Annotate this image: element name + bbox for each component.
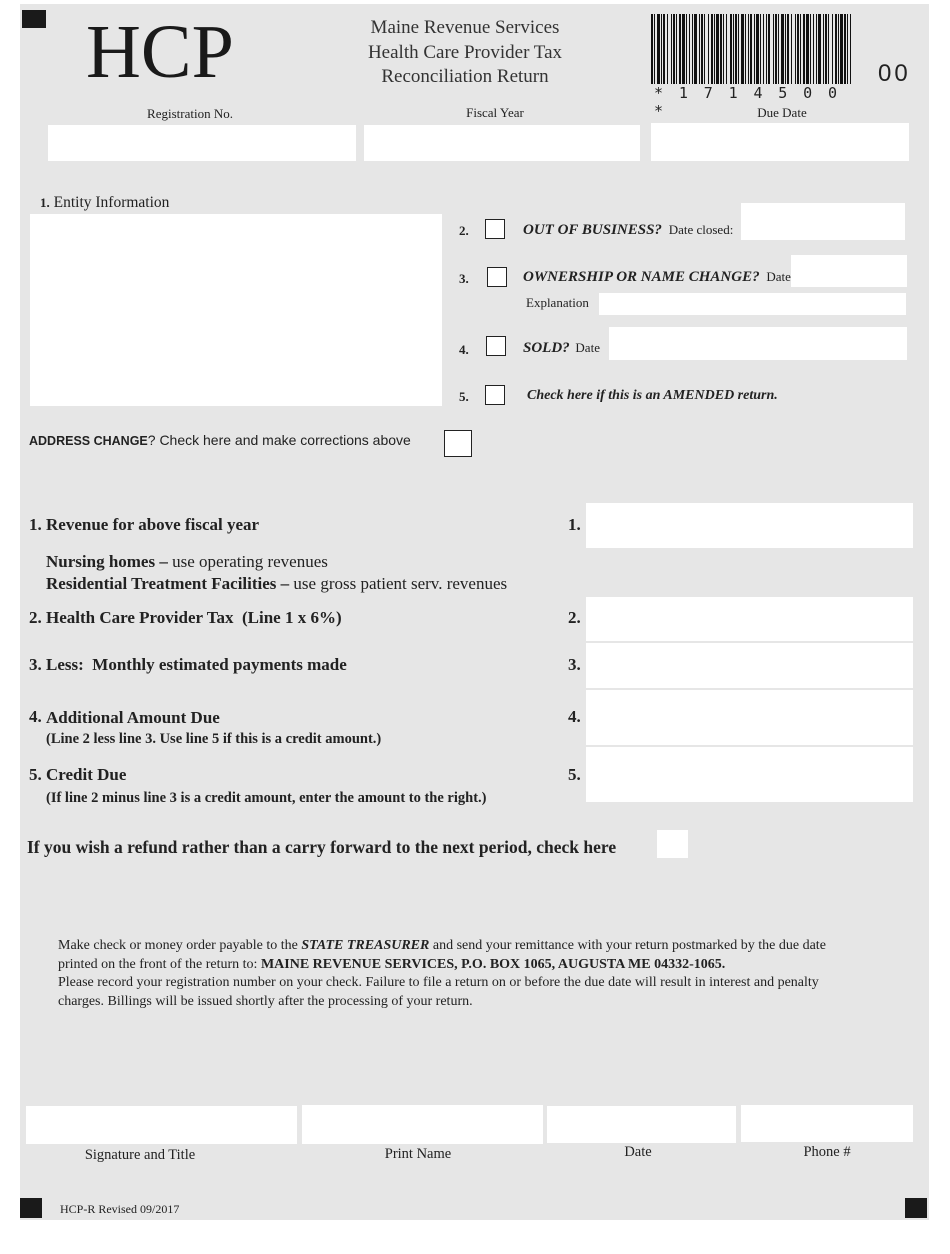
corner-mark-top-left [22,10,46,28]
barcode-bar [661,14,662,84]
barcode-bar [832,14,833,84]
due-date-label: Due Date [757,105,807,120]
barcode-bar [735,14,737,84]
barcode-bar [756,14,759,84]
sold-date-label: Date [575,340,600,355]
barcode-bar [816,14,817,84]
line4-subtitle: (Line 2 less line 3. Use line 5 if this is a credit amount.) [46,731,382,747]
sold-label: SOLD? [523,340,570,356]
date-closed-field[interactable] [741,203,905,240]
refund-checkbox[interactable] [657,830,688,858]
date-closed-label: Date closed: [668,222,734,237]
form-page [20,4,929,1220]
date-label: Date [624,1144,652,1160]
barcode-text: * 1 7 1 4 5 0 0 * [654,84,841,120]
barcode-bar [676,14,677,84]
state-treasurer: STATE TREASURER [301,938,430,953]
line2-tax-field[interactable] [586,597,913,641]
instructions-p1d: printed on the front of the return to: [58,956,261,972]
phone-label: Phone # [803,1144,851,1160]
barcode-bar [701,14,703,84]
mailing-address: MAINE REVENUE SERVICES, P.O. BOX 1065, AUGUSTA ME 04332-1065. [260,956,726,972]
registration-number-field[interactable] [48,125,356,161]
barcode-bar [766,14,767,84]
barcode-bar [689,14,690,84]
barcode-bar [716,14,719,84]
barcode-bar [730,14,732,84]
remittance-instructions [58,937,908,1011]
barcode-bar [773,14,774,84]
ownership-change-label: OWNERSHIP OR NAME CHANGE? [523,269,760,285]
form-title-line1: Health Care Provider Tax [367,41,563,63]
instructions-line3: Please record your registration number on your check. Failure to file a return on or before the due date will result in interest and penalty [58,975,819,990]
line5-credit-field[interactable] [586,747,913,802]
line4-ref: 4. [568,707,581,726]
barcode-bar [738,14,739,84]
barcode-bar [791,14,792,84]
form-code: HCP [86,10,234,94]
line5-title: Credit Due [46,765,127,784]
address-change-checkbox[interactable] [444,430,472,457]
barcode-bar [803,14,805,84]
line5-subtitle: (If line 2 minus line 3 is a credit amount, enter the amount to the right.) [46,790,487,806]
barcode-bar [699,14,700,84]
corner-mark-bottom-right [905,1198,927,1218]
due-date-field[interactable] [651,123,909,161]
print-name-field[interactable] [302,1105,543,1144]
ownership-change-number: 3. [459,271,469,286]
line1-ref: 1. [568,515,581,534]
line4-number: 4. [29,707,42,726]
barcode-bar [654,14,655,84]
registration-label: Registration No. [147,106,233,121]
out-of-business-label: OUT OF BUSINESS? [523,222,662,238]
barcode-bar [781,14,784,84]
line5-number: 5. [29,765,42,784]
entity-info-field[interactable] [30,214,442,406]
ownership-change-checkbox[interactable] [487,267,507,287]
instructions-p1c: and send your remittance with your return postmarked by the due date [429,938,826,953]
line1-number: 1. [29,515,42,534]
barcode-bar [748,14,749,84]
line3-ref: 3. [568,655,581,674]
barcode-bar [787,14,789,84]
amended-checkbox[interactable] [485,385,505,405]
barcode-bar [847,14,848,84]
print-name-label: Print Name [384,1146,452,1162]
line2-number: 2. [29,608,42,627]
entity-info-number: 1. [40,195,50,210]
signature-label: Signature and Title [84,1147,196,1163]
fiscal-year-label: Fiscal Year [466,105,524,120]
line1-revenue-field[interactable] [586,503,913,548]
amended-number: 5. [459,389,469,404]
explanation-field[interactable] [599,293,906,315]
barcode-bar [844,14,846,84]
barcode-bar [806,14,809,84]
line4-title: Additional Amount Due [46,708,220,727]
barcode-bar [708,14,709,84]
barcode-bar [800,14,801,84]
ownership-date-label: Date [766,269,791,284]
barcode-bar [679,14,681,84]
line3-number: 3. [29,655,42,674]
nursing-homes-rest: use operating revenues [167,552,328,571]
out-of-business-checkbox[interactable] [485,219,505,239]
rtf-note [46,573,507,595]
nursing-homes-note [46,551,507,573]
rtf-rest: use gross patient serv. revenues [289,574,508,593]
agency-name: Maine Revenue Services [370,17,560,38]
sold-date-field[interactable] [609,327,907,360]
barcode-bar [828,14,829,84]
barcode-bar [692,14,693,84]
barcode-bar [760,14,761,84]
entity-info-heading [40,194,169,212]
barcode-bar [823,14,824,84]
barcode-bar [723,14,724,84]
amended-label: Check here if this is an AMENDED return. [527,388,778,403]
barcode-bar [663,14,665,84]
barcode-bar [750,14,752,84]
barcode-bar [813,14,814,84]
address-change-rest: ? Check here and make corrections above [147,432,411,448]
barcode-bar [754,14,755,84]
refund-label: If you wish a refund rather than a carry forward to the next period, check here [27,837,617,857]
barcode-bar [694,14,697,84]
barcode-bar [825,14,827,84]
ownership-date-field[interactable] [791,255,907,287]
barcode-bar [733,14,734,84]
instructions-line2 [58,956,908,975]
date-field[interactable] [547,1106,736,1143]
barcode-bar [704,14,705,84]
barcode-bar [795,14,796,84]
page-code: 00 [878,60,911,87]
instructions-line4: charges. Billings will be issued shortly after the processing of your return. [58,993,473,1009]
barcode-bar [657,14,660,84]
barcode-bar [840,14,843,84]
form-title-line2: Reconciliation Return [381,66,549,87]
header-title [340,16,590,90]
barcode-bar [726,14,727,84]
barcode-bar [785,14,786,84]
explanation-label: Explanation [526,295,589,310]
corner-mark-bottom-left [20,1198,42,1218]
address-change-text [29,432,411,448]
line2-title: Health Care Provider Tax (Line 1 x 6%) [46,608,342,627]
instructions-p1a: Make check or money order payable to the [58,938,302,953]
barcode-bar [850,14,851,84]
barcode-bar [838,14,839,84]
nursing-homes-bold: Nursing homes – [46,552,168,571]
barcode-bar [778,14,779,84]
line1-title: Revenue for above fiscal year [46,515,260,534]
barcode-bar [673,14,675,84]
sold-number: 4. [459,342,469,357]
rtf-bold: Residential Treatment Facilities – [46,574,290,593]
barcode-bar [835,14,837,84]
barcode-bar [797,14,799,84]
address-change-bold: ADDRESS CHANGE [29,434,148,448]
fiscal-year-field[interactable] [364,125,640,161]
line3-title: Less: Monthly estimated payments made [46,655,347,674]
line4-amount-due-field[interactable] [586,690,913,745]
barcode-bar [768,14,770,84]
sold-checkbox[interactable] [486,336,506,356]
barcode-bar [720,14,722,84]
entity-info-label: Entity Information [53,194,170,211]
barcode-bar [775,14,777,84]
revenue-note [46,551,507,595]
barcode-bar [763,14,764,84]
barcode-bar [682,14,685,84]
phone-field[interactable] [741,1105,913,1142]
barcode-bar [745,14,746,84]
barcode-bar [714,14,715,84]
revision-note: HCP-R Revised 09/2017 [60,1202,180,1216]
sold-row [523,340,600,357]
ownership-change-row [523,269,791,286]
out-of-business-number: 2. [459,223,469,238]
line5-ref: 5. [568,765,581,784]
barcode-bar [686,14,687,84]
barcode-bar [651,14,653,84]
barcode-bar [667,14,668,84]
out-of-business-row [523,222,733,239]
barcode-bar [711,14,713,84]
barcode-bar [818,14,821,84]
barcode-bar [741,14,744,84]
barcode-bar [810,14,811,84]
signature-field[interactable] [26,1106,297,1144]
barcode-bar [671,14,672,84]
barcode [650,12,858,88]
line3-payments-field[interactable] [586,643,913,688]
instructions-line1 [58,937,908,956]
line2-ref: 2. [568,608,581,627]
